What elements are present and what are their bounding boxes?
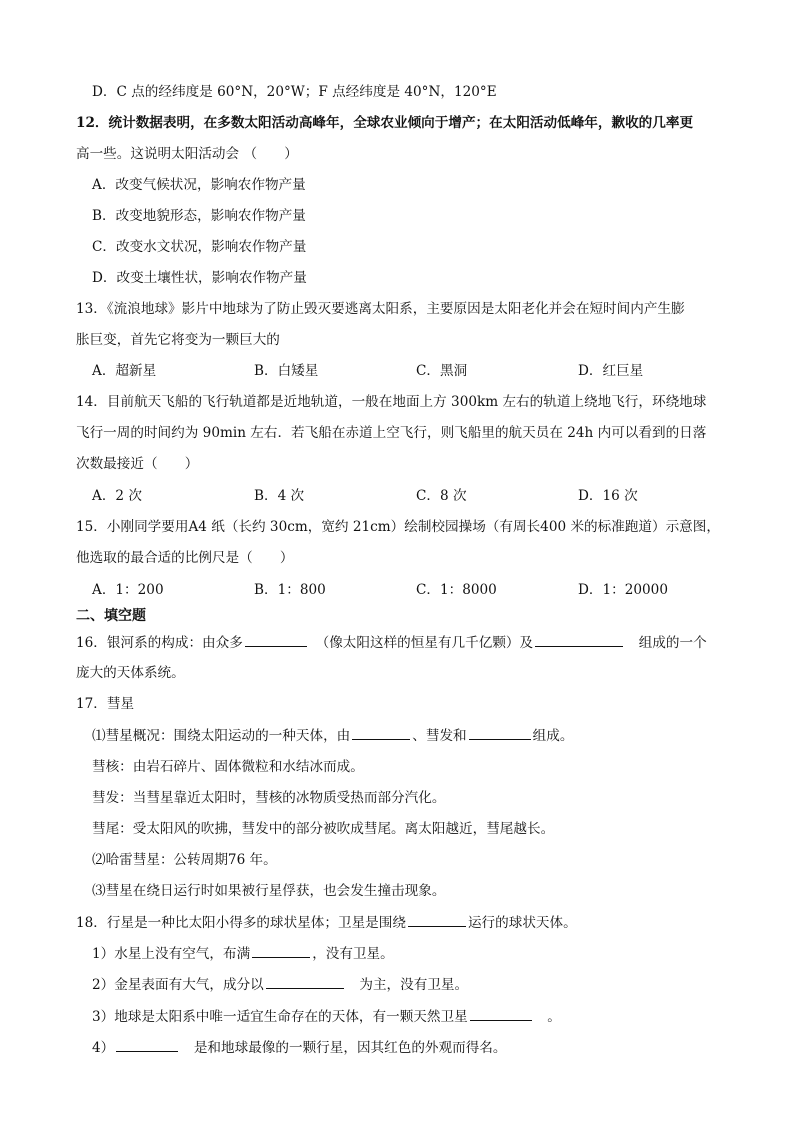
q16-line1: [76, 632, 724, 653]
q12-option-c: C．改变水文状况，影响农作物产量: [92, 239, 307, 255]
q18-item3-text-1: 3）地球是太阳系中唯一适宜生命存在的天体，有一颗天然卫星: [92, 1009, 468, 1025]
q18-blank-3[interactable]: [470, 1006, 532, 1021]
q18-text-2: 运行的球状天体。: [467, 915, 577, 931]
q13-option-c: C．黑洞: [416, 363, 468, 379]
q16-blank-1[interactable]: [245, 632, 307, 647]
q15-stem-line1: 15．小刚同学要用A4 纸（长约 30cm，宽约 21cm）绘制校园操场（有周长400 米的标准跑道）示意图，: [76, 519, 720, 535]
q18-blank-main[interactable]: [408, 912, 466, 927]
q14-option-c: C．8 次: [416, 488, 467, 504]
q12-stem-line1: [76, 113, 724, 133]
q17-tail: 彗尾：受太阳风的吹拂，彗发中的部分被吹成彗尾。离太阳越近，彗尾越长。: [92, 821, 555, 837]
q13-option-a: A．超新星: [92, 363, 157, 379]
q15-options: [92, 580, 724, 600]
q13-option-b: B．白矮星: [254, 363, 319, 379]
q17-sub1-text-2: 、彗发和: [412, 728, 467, 744]
section-heading-fill-in: 二、填空题: [76, 608, 146, 624]
q13-stem-line1: 13．《流浪地球》影片中地球为了防止毁灭要逃离太阳系，主要原因是太阳老化并会在短时间内产生膨: [76, 301, 685, 317]
q13-stem-line2: 胀巨变，首先它将变为一颗巨大的: [76, 332, 280, 348]
q13-option-d: D．红巨星: [578, 363, 644, 379]
q15-option-b: B．1：800: [254, 582, 326, 598]
q16-text-3: 组成的一个: [638, 635, 707, 651]
q14-stem-line3: 次数最接近（ ）: [76, 456, 199, 472]
q17-blank-2[interactable]: [469, 725, 531, 740]
q15-option-a: A．1：200: [92, 582, 164, 598]
q18-item-4: [92, 1037, 724, 1058]
q18-text-1: 18．行星是一种比太阳小得多的球状星体；卫星是围绕: [76, 915, 406, 931]
q14-option-a: A．2 次: [92, 488, 142, 504]
q17-title: 17．彗星: [76, 696, 135, 712]
q14-option-d: D．16 次: [578, 488, 638, 504]
q14-stem-line2: 飞行一周的时间约为 90min 左右．若飞船在赤道上空飞行，则飞船里的航天员在 24h 内可以看到的日落: [76, 425, 707, 441]
q17-nucleus: 彗核：由岩石碎片、固体微粒和水结冰而成。: [92, 759, 364, 775]
q18-stem: [76, 912, 724, 933]
q14-option-b: B．4 次: [254, 488, 305, 504]
q17-sub1-text-3: 组成。: [532, 728, 574, 744]
q18-blank-2[interactable]: [266, 974, 344, 989]
q18-item3-text-2: 。: [547, 1009, 561, 1025]
q12-stem-line2: 高一些。这说明太阳活动会 （ ）: [76, 146, 298, 162]
q17-sub2: ⑵哈雷彗星：公转周期76 年。: [92, 852, 277, 868]
q16-line2: 庞大的天体系统。: [76, 665, 185, 681]
q16-text-1: 16．银河系的构成：由众多: [76, 635, 243, 651]
q18-item4-text-1: 4）: [92, 1040, 115, 1056]
q14-stem-line1: 14．目前航天飞船的飞行轨道都是近地轨道，一般在地面上方 300km 左右的轨道上绕地飞行，环绕地球: [76, 394, 707, 410]
q13-options: [92, 361, 724, 381]
q16-text-2: （像太阳这样的恒星有几千亿颗）及: [322, 635, 534, 651]
q12-option-a: A．改变气候状况，影响农作物产量: [92, 177, 306, 193]
q18-item4-text-2: 是和地球最像的一颗行星，因其红色的外观而得名。: [193, 1040, 507, 1056]
q17-blank-1[interactable]: [352, 725, 410, 740]
q18-item-3: [92, 1006, 724, 1027]
q18-blank-4[interactable]: [116, 1037, 178, 1052]
q17-sub3: ⑶彗星在绕日运行时如果被行星俘获，也会发生撞击现象。: [92, 883, 446, 899]
q15-option-c: C．1：8000: [416, 582, 497, 598]
q15-option-d: D．1：20000: [578, 582, 668, 598]
q11-option-d: D．C 点的经纬度是 60°N，20°W；F 点经纬度是 40°N，120°E: [92, 84, 497, 100]
q12-stem: 12．统计数据表明，在多数太阳活动高峰年，全球农业倾向于增产；在太阳活动低峰年，歉收的几率更: [76, 115, 694, 131]
q18-item2-text-2: 为主，没有卫星。: [359, 977, 469, 993]
q18-item1-text-2: ，没有卫星。: [312, 946, 394, 962]
q18-blank-1[interactable]: [252, 943, 310, 958]
q16-blank-2[interactable]: [535, 632, 623, 647]
q14-options: [92, 486, 724, 506]
q18-item2-text-1: 2）金星表面有大气，成分以: [92, 977, 264, 993]
q12-option-b: B．改变地貌形态，影响农作物产量: [92, 208, 306, 224]
q12-option-d: D．改变土壤性状，影响农作物产量: [92, 270, 307, 286]
q17-sub1: [92, 725, 724, 746]
q18-item-2: [92, 974, 724, 995]
q15-stem-line2: 他选取的最合适的比例尺是（ ）: [76, 550, 294, 566]
q18-item1-text-1: 1）水星上没有空气，布满: [92, 946, 251, 962]
q17-coma: 彗发：当彗星靠近太阳时，彗核的冰物质受热而部分汽化。: [92, 790, 446, 806]
q18-item-1: [92, 943, 724, 964]
q17-sub1-text-1: ⑴彗星概况：围绕太阳运动的一种天体，由: [92, 728, 351, 744]
